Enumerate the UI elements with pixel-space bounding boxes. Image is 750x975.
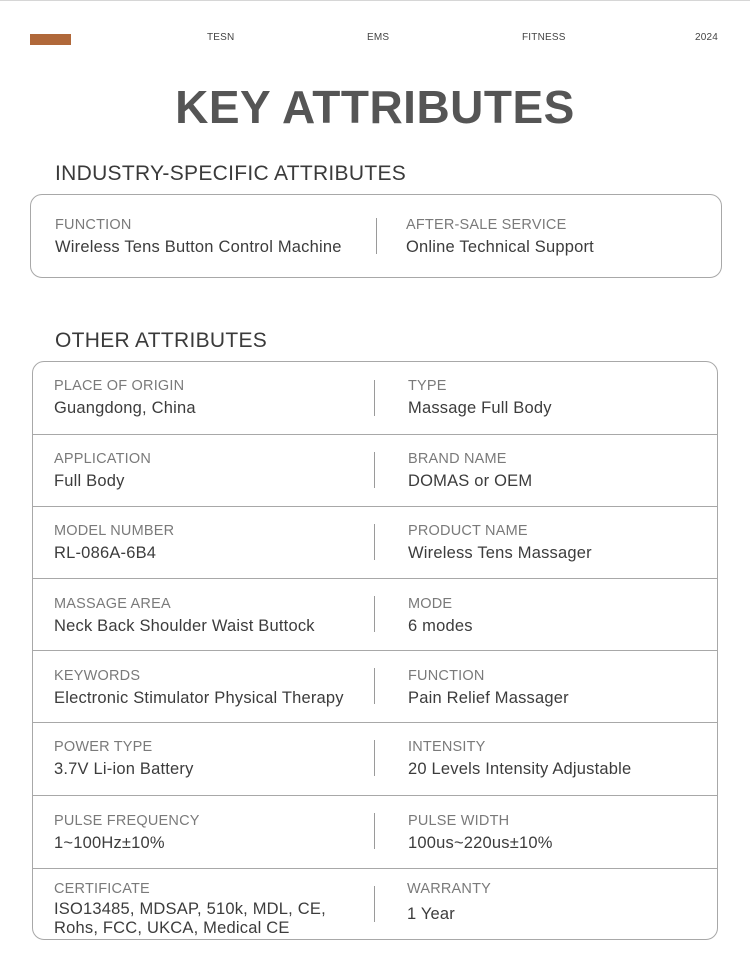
attribute-label: FUNCTION	[55, 217, 132, 233]
attribute-label: APPLICATION	[54, 451, 152, 467]
attribute-label: TYPE	[408, 378, 447, 394]
attribute-label: PULSE FREQUENCY	[54, 813, 200, 829]
column-divider	[374, 813, 375, 849]
attribute-label: BRAND NAME	[408, 451, 507, 467]
attribute-cell	[54, 451, 151, 491]
attribute-value: 1 Year	[407, 905, 456, 923]
attribute-row	[33, 434, 717, 507]
header-label-ems: EMS	[367, 32, 390, 43]
attribute-cell	[54, 378, 196, 418]
attribute-row	[33, 506, 717, 579]
attribute-label: AFTER-SALE SERVICE	[406, 217, 567, 233]
attribute-label: PULSE WIDTH	[408, 813, 510, 829]
attribute-cell	[54, 881, 364, 938]
attribute-row	[33, 650, 717, 723]
brand-accent-bar	[30, 34, 71, 45]
attribute-label: INTENSITY	[408, 739, 486, 755]
attribute-value: 20 Levels Intensity Adjustable	[408, 760, 632, 778]
attribute-row	[33, 362, 717, 435]
attribute-label: MODEL NUMBER	[54, 523, 175, 539]
attribute-cell	[54, 813, 200, 853]
other-attributes-box	[32, 361, 718, 940]
attribute-cell	[407, 881, 491, 924]
header-label-year: 2024	[695, 32, 719, 43]
attribute-value: Pain Relief Massager	[408, 689, 569, 707]
attribute-value: 1~100Hz±10%	[54, 834, 165, 852]
attribute-label: MASSAGE AREA	[54, 596, 171, 612]
attribute-cell	[54, 596, 315, 636]
column-divider	[374, 740, 375, 776]
attribute-label: CERTIFICATE	[54, 881, 150, 897]
attribute-cell	[54, 739, 194, 779]
attribute-value: 3.7V Li-ion Battery	[54, 760, 194, 778]
attribute-row	[33, 578, 717, 651]
attribute-cell	[408, 378, 552, 418]
top-rule	[0, 0, 750, 1]
header-label-fitness: FITNESS	[522, 32, 566, 43]
attribute-cell	[408, 596, 473, 636]
attribute-label: POWER TYPE	[54, 739, 153, 755]
industry-cell-function	[55, 217, 342, 257]
page-title: KEY ATTRIBUTES	[175, 81, 575, 133]
column-divider	[374, 380, 375, 416]
attribute-row	[33, 795, 717, 869]
attribute-value: Massage Full Body	[408, 399, 552, 417]
column-divider	[376, 218, 377, 254]
attribute-value: Electronic Stimulator Physical Therapy	[54, 689, 344, 707]
industry-section-title: INDUSTRY-SPECIFIC ATTRIBUTES	[55, 162, 407, 185]
attribute-cell	[408, 451, 532, 491]
column-divider	[374, 452, 375, 488]
attribute-value: ISO13485, MDSAP, 510k, MDL, CE, Rohs, FCC, UKCA, Medical CE	[54, 900, 326, 937]
attribute-row	[33, 722, 717, 796]
attribute-value: Online Technical Support	[406, 238, 594, 256]
attribute-value: DOMAS or OEM	[408, 472, 533, 490]
header-label-tesn: TESN	[207, 32, 235, 43]
column-divider	[374, 524, 375, 560]
attribute-value: 100us~220us±10%	[408, 834, 553, 852]
industry-attributes-box	[30, 194, 722, 278]
attribute-value: 6 modes	[408, 617, 473, 635]
other-section-title: OTHER ATTRIBUTES	[55, 329, 268, 352]
attribute-cell	[54, 523, 174, 563]
attribute-label: PLACE OF ORIGIN	[54, 378, 185, 394]
column-divider	[374, 596, 375, 632]
attribute-cell	[408, 523, 592, 563]
attribute-value: Guangdong, China	[54, 399, 196, 417]
attribute-cell	[408, 739, 631, 779]
attribute-value: Neck Back Shoulder Waist Buttock	[54, 617, 315, 635]
column-divider	[374, 886, 375, 922]
attribute-label: WARRANTY	[407, 881, 492, 897]
attribute-cell	[408, 813, 553, 853]
attribute-row	[33, 868, 717, 940]
attribute-value: Full Body	[54, 472, 125, 490]
attribute-cell	[54, 668, 344, 708]
attribute-label: KEYWORDS	[54, 668, 141, 684]
attribute-value: Wireless Tens Button Control Machine	[55, 238, 342, 256]
attribute-cell	[408, 668, 569, 708]
attribute-label: MODE	[408, 596, 453, 612]
attribute-value: Wireless Tens Massager	[408, 544, 592, 562]
attribute-value: RL-086A-6B4	[54, 544, 157, 562]
column-divider	[374, 668, 375, 704]
attribute-label: PRODUCT NAME	[408, 523, 528, 539]
attribute-label: FUNCTION	[408, 668, 485, 684]
industry-cell-after-sale	[406, 217, 594, 257]
